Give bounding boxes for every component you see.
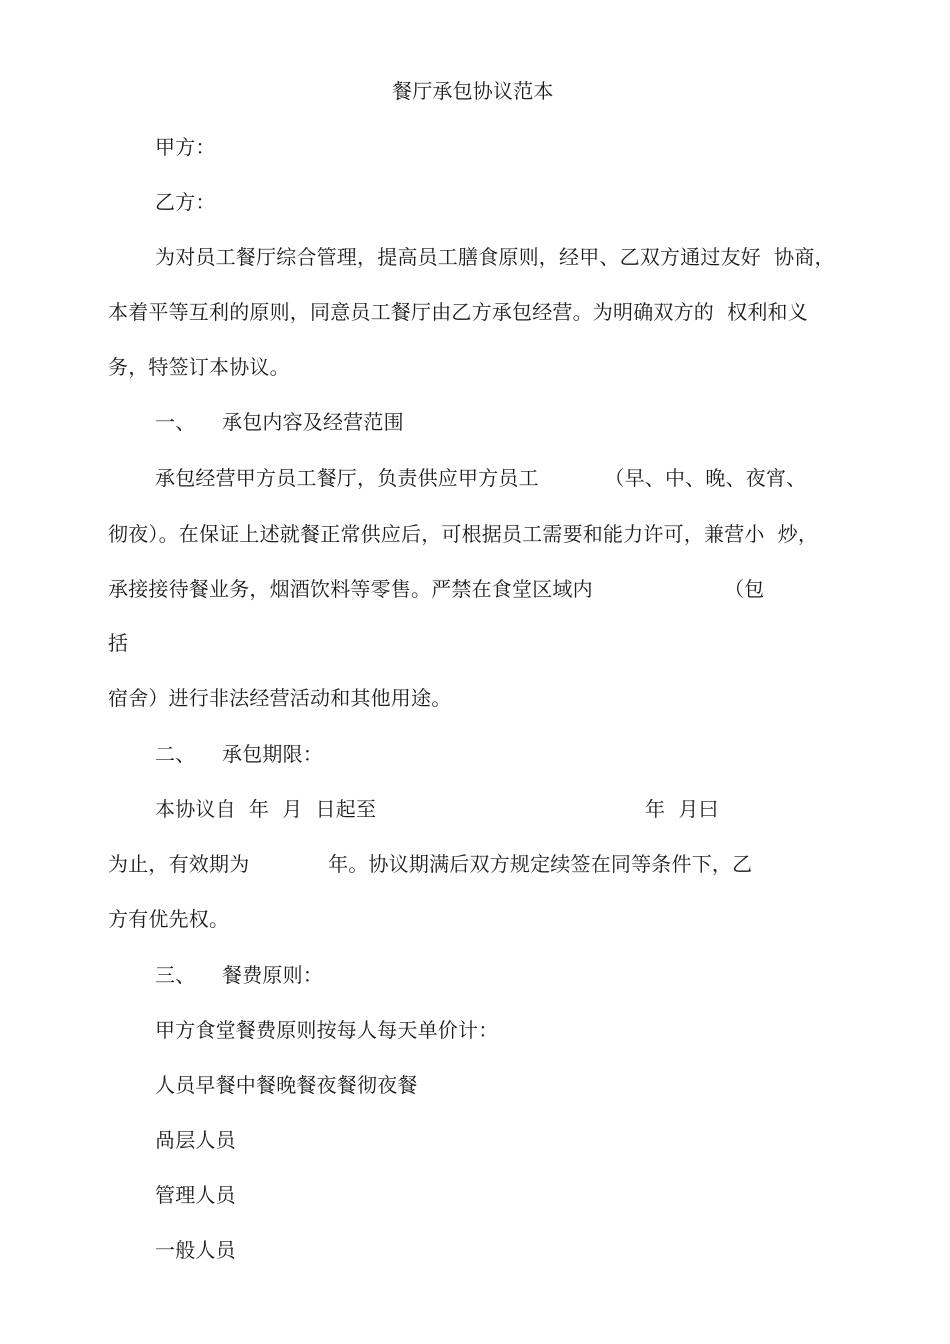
section-1-line: 承包经营甲方员工餐厅，负责供应甲方员工 （早、中、晚、夜宵、 [155, 466, 807, 490]
section-2-line: 为止，有效期为 年。协议期满后双方规定续签在同等条件下，乙 [108, 852, 753, 876]
section-1-heading: 承包内容及经营范围 [222, 410, 404, 434]
section-3-line: 一般人员 [155, 1238, 236, 1262]
section-2-line: 本协议自 年 月 日起至 年 月曰 [155, 797, 719, 821]
section-1-line: 宿舍）进行非法经营活动和其他用途。 [108, 686, 452, 710]
section-2-number: 二、 [155, 742, 196, 766]
section-3-line: 甲方食堂餐费原则按每人每天单价计： [155, 1018, 499, 1042]
section-3-line: 管理人员 [155, 1183, 236, 1207]
section-3-line: 咼层人员 [155, 1128, 236, 1152]
section-1-line: 承接接待餐业务，烟酒饮料等零售。严禁在食堂区域内 （包 [108, 577, 765, 601]
intro-line: 本着平等互利的原则，同意员工餐厅由乙方承包经营。为明确双方的 权利和义 [108, 300, 808, 324]
intro-line: 为对员工餐厅综合管理，提高员工膳食原则，经甲、乙双方通过友好 协商， [155, 245, 835, 269]
section-2-line: 方有优先权。 [108, 907, 230, 931]
section-3-number: 三、 [155, 963, 196, 987]
section-3-heading: 餐费原则： [222, 963, 323, 987]
section-1-line: 括 [108, 631, 129, 655]
section-3-line: 人员早餐中餐晚餐夜餐彻夜餐 [155, 1073, 418, 1097]
section-1-number: 一、 [155, 410, 196, 434]
intro-line: 务，特签订本协议。 [108, 355, 290, 379]
document-title: 餐厅承包协议范本 [392, 79, 554, 103]
party-b-label: 乙方： [155, 190, 216, 214]
party-a-label: 甲方： [155, 135, 216, 159]
section-1-line: 彻夜）。在保证上述就餐正常供应后，可根据员工需要和能力许可，兼营小 炒， [108, 522, 819, 546]
section-2-heading: 承包期限： [222, 742, 323, 766]
